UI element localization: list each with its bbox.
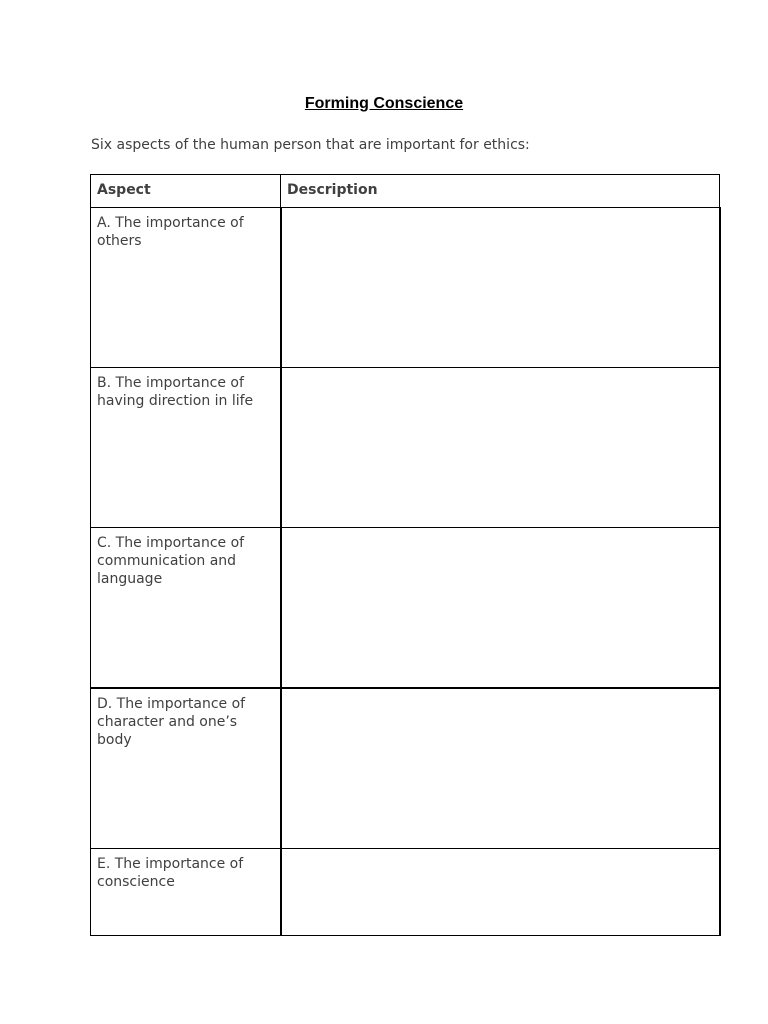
aspect-cell: E. The importance of conscience [91,849,281,936]
table-row [91,528,720,689]
table-row [91,208,720,368]
document-title: Forming Conscience [304,95,464,112]
aspect-cell: B. The importance of having direction in life [91,368,281,528]
description-cell[interactable] [281,208,720,368]
description-cell[interactable] [281,849,720,936]
header-description: Description [281,175,720,208]
header-aspect: Aspect [91,175,281,208]
table-header-row [91,175,720,208]
description-cell[interactable] [281,368,720,528]
aspects-table [90,174,721,936]
table-row [91,688,720,849]
table-row [91,849,720,936]
description-cell[interactable] [281,528,720,689]
aspect-cell: A. The importance of others [91,208,281,368]
aspect-cell: C. The importance of communication and language [91,528,281,689]
table-row [91,368,720,528]
aspect-cell: D. The importance of character and one’s body [91,688,281,849]
description-cell[interactable] [281,688,720,849]
intro-text: Six aspects of the human person that are important for ethics: [91,137,530,153]
